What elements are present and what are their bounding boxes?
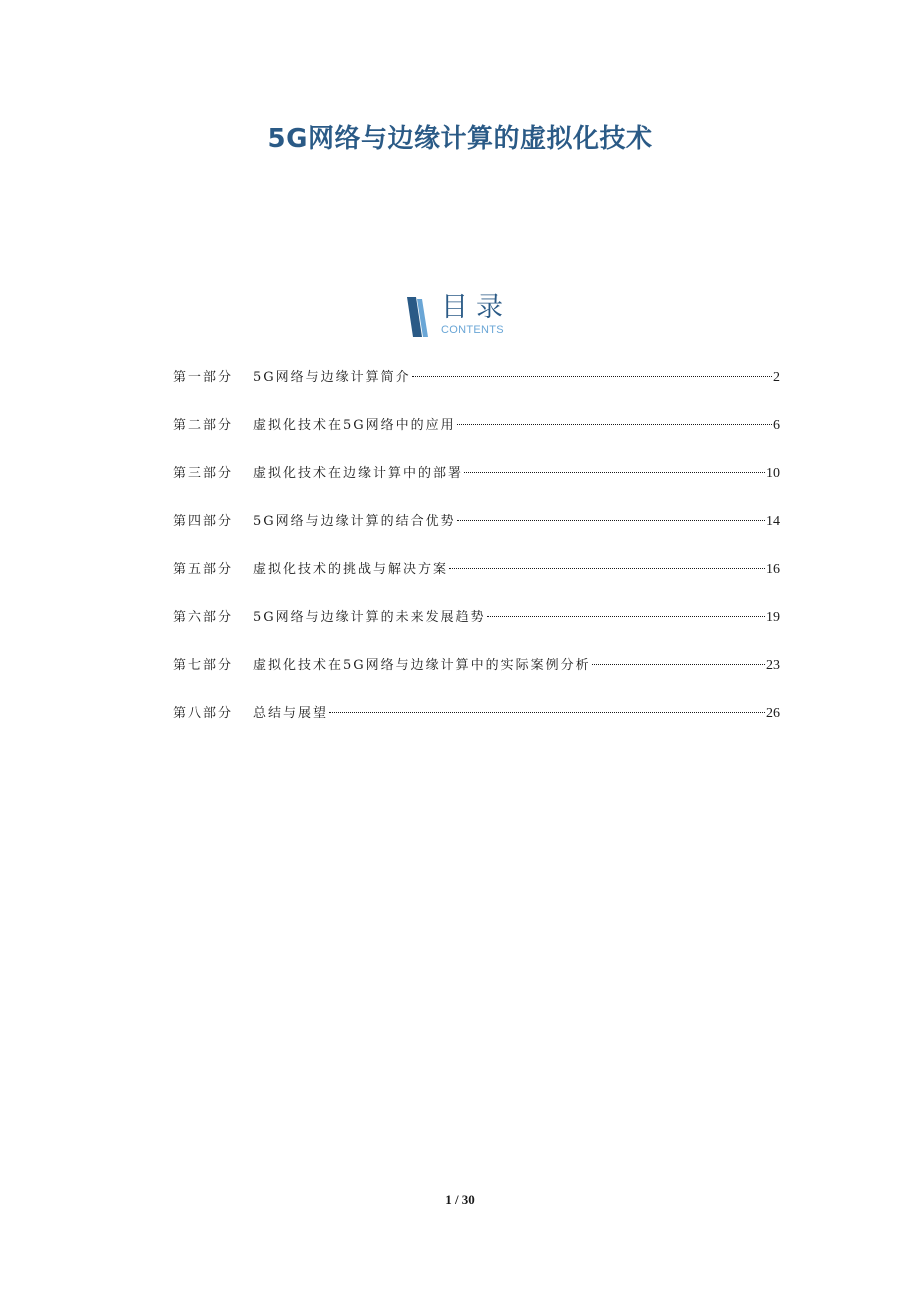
- toc-leader-dots: [464, 472, 765, 473]
- toc-entry[interactable]: [173, 462, 780, 486]
- toc-entry-title: 5G网络与边缘计算简介: [253, 370, 411, 385]
- toc-leader-dots: [449, 568, 765, 569]
- contents-logo-icon: [405, 297, 433, 337]
- toc-entry-page: 26: [766, 706, 780, 721]
- toc-leader-dots: [457, 424, 772, 425]
- toc-heading: 目录: [441, 292, 511, 323]
- toc-entry-title: 虚拟化技术在5G网络与边缘计算中的实际案例分析: [253, 658, 591, 673]
- toc-entry-page: 19: [766, 610, 780, 625]
- toc-entry[interactable]: [173, 366, 780, 390]
- toc-leader-dots: [592, 664, 765, 665]
- toc-entry-page: 2: [773, 370, 780, 385]
- toc-entry-part: 第一部分: [173, 370, 234, 385]
- toc-entry-part: 第四部分: [173, 514, 234, 529]
- toc-entry[interactable]: [173, 510, 780, 534]
- toc-entry-part: 第五部分: [173, 562, 234, 577]
- toc-entry-part: 第七部分: [173, 658, 234, 673]
- page-number-footer: 1 / 30: [445, 1192, 475, 1207]
- toc-list: [173, 366, 780, 750]
- toc-entry-part: 第三部分: [173, 466, 234, 481]
- toc-entry-title: 5G网络与边缘计算的未来发展趋势: [253, 610, 486, 625]
- toc-entry-page: 23: [766, 658, 780, 673]
- toc-entry[interactable]: [173, 414, 780, 438]
- toc-header: [405, 293, 525, 341]
- toc-entry-page: 14: [766, 514, 780, 529]
- toc-entry-title: 虚拟化技术在5G网络中的应用: [253, 418, 456, 433]
- toc-leader-dots: [487, 616, 765, 617]
- toc-entry-title: 虚拟化技术在边缘计算中的部署: [253, 466, 464, 481]
- document-title: 5G网络与边缘计算的虚拟化技术: [267, 124, 653, 154]
- toc-entry[interactable]: [173, 654, 780, 678]
- toc-subheading: CONTENTS: [441, 324, 504, 336]
- toc-entry-title: 5G网络与边缘计算的结合优势: [253, 514, 456, 529]
- toc-entry-page: 16: [766, 562, 780, 577]
- toc-entry-title: 虚拟化技术的挑战与解决方案: [253, 562, 449, 577]
- toc-entry-part: 第六部分: [173, 610, 234, 625]
- toc-leader-dots: [329, 712, 765, 713]
- toc-entry[interactable]: [173, 558, 780, 582]
- toc-entry[interactable]: [173, 702, 780, 726]
- toc-entry-page: 10: [766, 466, 780, 481]
- toc-entry-page: 6: [773, 418, 780, 433]
- toc-leader-dots: [457, 520, 765, 521]
- toc-entry-part: 第八部分: [173, 706, 234, 721]
- toc-entry-part: 第二部分: [173, 418, 234, 433]
- toc-leader-dots: [412, 376, 772, 377]
- toc-entry-title: 总结与展望: [253, 706, 329, 721]
- toc-entry[interactable]: [173, 606, 780, 630]
